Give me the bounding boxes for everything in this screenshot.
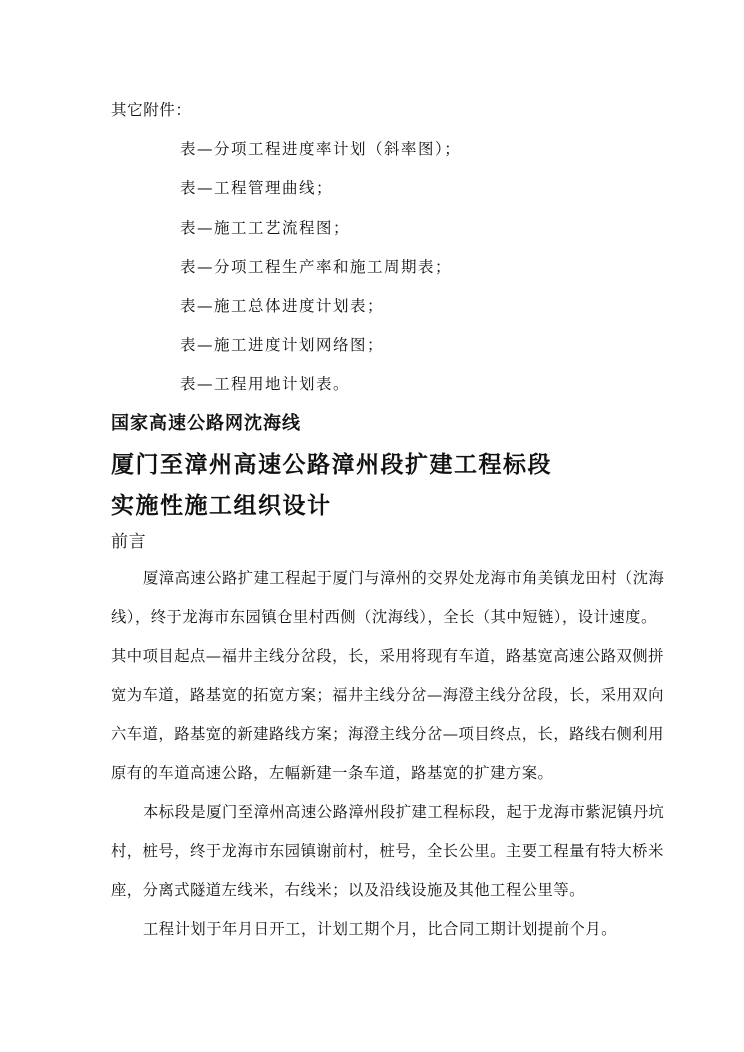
attachment-item: 表—分项工程生产率和施工周期表； xyxy=(180,258,453,276)
project-heading-title: 厦门至漳州高速公路漳州段扩建工程标段 xyxy=(111,452,552,478)
project-heading-subtitle: 实施性施工组织设计 xyxy=(111,493,332,519)
paragraph-line: 本标段是厦门至漳州高速公路漳州段扩建工程标段，起于龙海市紫泥镇丹坑 xyxy=(143,803,665,821)
preface-title: 前言 xyxy=(111,532,147,552)
paragraph-line: 座，分离式隧道左线米，右线米；以及沿线设施及其他工程公里等。 xyxy=(111,881,585,899)
attachments-title: 其它附件： xyxy=(111,101,192,119)
attachment-item: 表—分项工程进度率计划（斜率图）； xyxy=(180,140,462,158)
attachment-item: 表—施工工艺流程图； xyxy=(180,219,351,237)
paragraph-line: 村，桩号，终于龙海市东园镇谢前村，桩号，全长公里。主要工程量有特大桥米 xyxy=(111,842,664,860)
paragraph-line: 工程计划于年月日开工，计划工期个月，比合同工期计划提前个月。 xyxy=(143,920,617,938)
attachment-item: 表—工程用地计划表。 xyxy=(180,375,351,393)
paragraph-line: 六车道，路基宽的新建路线方案；海澄主线分岔—项目终点，长，路线右侧利用 xyxy=(111,725,664,743)
attachment-item: 表—工程管理曲线； xyxy=(180,179,334,197)
paragraph-line: 原有的车道高速公路，左幅新建一条车道，路基宽的扩建方案。 xyxy=(111,764,554,782)
attachment-item: 表—施工进度计划网络图； xyxy=(180,336,385,354)
attachment-item: 表—施工总体进度计划表； xyxy=(180,297,385,315)
paragraph-line: 其中项目起点—福井主线分岔段，长，采用将现有车道，路基宽高速公路双侧拼 xyxy=(111,647,664,665)
paragraph-line: 宽为车道，路基宽的拓宽方案；福井主线分岔—海澄主线分岔段，长，采用双向 xyxy=(111,686,664,704)
paragraph-line: 线），终于龙海市东园镇仓里村西侧（沈海线），全长（其中短链），设计速度。 xyxy=(111,608,657,626)
project-heading-network: 国家高速公路网沈海线 xyxy=(111,413,301,434)
paragraph-line: 厦漳高速公路扩建工程起于厦门与漳州的交界处龙海市角美镇龙田村（沈海 xyxy=(143,569,665,587)
